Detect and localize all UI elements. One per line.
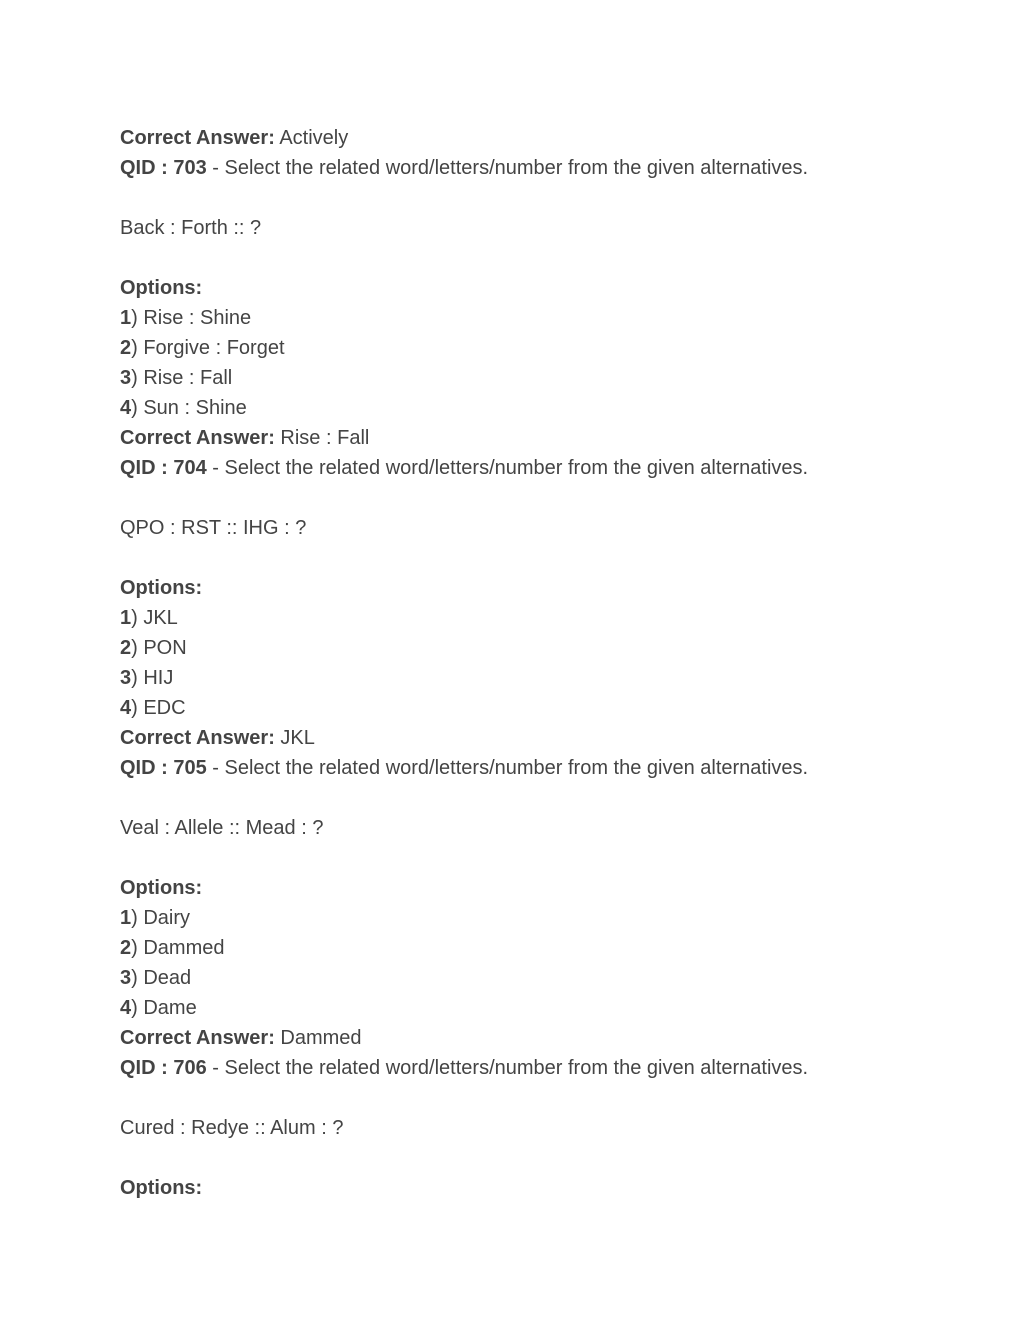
option-text: JKL <box>143 607 178 629</box>
question-header: QID : 706 - Select the related word/letters/number from the given alternatives. <box>120 1057 809 1079</box>
question-prompt: Select the related word/letters/number from the given alternatives. <box>224 1057 809 1079</box>
qid-label: QID : 703 <box>120 157 207 179</box>
analogy-line <box>120 213 808 243</box>
options-heading <box>120 873 808 903</box>
options-label: Options: <box>120 277 203 299</box>
blank-line <box>120 183 808 213</box>
correct-answer-value: Actively <box>279 127 349 149</box>
analogy-text: Veal : Allele :: Mead : ? <box>120 817 324 839</box>
option-text: Dead <box>143 967 192 989</box>
blank-line <box>120 1143 808 1173</box>
blank-line <box>120 483 808 513</box>
option-number: 3 <box>120 667 132 689</box>
options-label: Options: <box>120 877 203 899</box>
qid-label: QID : 706 <box>120 1057 207 1079</box>
question-header: QID : 704 - Select the related word/letters/number from the given alternatives. <box>120 457 809 479</box>
question-prompt: Select the related word/letters/number from the given alternatives. <box>224 457 809 479</box>
analogy-text: Back : Forth :: ? <box>120 217 262 239</box>
option-number: 2 <box>120 937 132 959</box>
option-item: 4) Sun : Shine <box>120 397 247 419</box>
option-text: Dammed <box>143 937 225 959</box>
option-item: 3) Rise : Fall <box>120 367 233 389</box>
options-heading <box>120 573 808 603</box>
correct-answer-label: Correct Answer: <box>120 427 275 449</box>
option-item: 1) Dairy <box>120 907 191 929</box>
analogy-line <box>120 813 808 843</box>
question-prompt: Select the related word/letters/number from the given alternatives. <box>224 757 809 779</box>
option-item: 4) EDC <box>120 697 186 719</box>
correct-answer-line <box>120 1023 808 1053</box>
analogy-line <box>120 513 808 543</box>
blank-line <box>120 243 808 273</box>
option-text: Dairy <box>143 907 191 929</box>
qid-label: QID : 705 <box>120 757 207 779</box>
option-item: 2) Dammed <box>120 937 225 959</box>
correct-answer-line <box>120 123 808 153</box>
qid-label: QID : 704 <box>120 457 207 479</box>
option-number: 4 <box>120 697 132 719</box>
correct-answer-value: Rise : Fall <box>280 427 370 449</box>
blank-line <box>120 543 808 573</box>
option-number: 3 <box>120 967 132 989</box>
option-text: Rise : Fall <box>143 367 233 389</box>
option-text: Dame <box>143 997 197 1019</box>
correct-answer-value: Dammed <box>280 1027 362 1049</box>
options-label: Options: <box>120 1177 203 1199</box>
option-number: 1 <box>120 307 132 329</box>
option-text: PON <box>143 637 187 659</box>
option-number: 4 <box>120 997 132 1019</box>
option-text: EDC <box>143 697 186 719</box>
option-item: 4) Dame <box>120 997 197 1019</box>
correct-answer-label: Correct Answer: <box>120 1027 275 1049</box>
options-heading <box>120 1173 808 1203</box>
analogy-text: QPO : RST :: IHG : ? <box>120 517 307 539</box>
correct-answer-value: JKL <box>280 727 315 749</box>
option-item: 3) Dead <box>120 967 192 989</box>
option-item: 1) Rise : Shine <box>120 307 252 329</box>
analogy-text: Cured : Redye :: Alum : ? <box>120 1117 344 1139</box>
blank-line <box>120 1083 808 1113</box>
option-number: 2 <box>120 337 132 359</box>
option-text: HIJ <box>143 667 174 689</box>
option-item: 2) Forgive : Forget <box>120 337 285 359</box>
correct-answer-line <box>120 423 808 453</box>
analogy-line <box>120 1113 808 1143</box>
option-text: Rise : Shine <box>143 307 252 329</box>
option-number: 1 <box>120 907 132 929</box>
document-content <box>120 123 808 1203</box>
options-heading <box>120 273 808 303</box>
options-label: Options: <box>120 577 203 599</box>
correct-answer-label: Correct Answer: <box>120 127 275 149</box>
correct-answer-label: Correct Answer: <box>120 727 275 749</box>
question-prompt: Select the related word/letters/number from the given alternatives. <box>224 157 809 179</box>
blank-line <box>120 843 808 873</box>
option-number: 2 <box>120 637 132 659</box>
option-text: Sun : Shine <box>143 397 247 419</box>
option-number: 4 <box>120 397 132 419</box>
option-number: 3 <box>120 367 132 389</box>
question-header: QID : 703 - Select the related word/letters/number from the given alternatives. <box>120 157 809 179</box>
option-item: 1) JKL <box>120 607 178 629</box>
question-header: QID : 705 - Select the related word/letters/number from the given alternatives. <box>120 757 809 779</box>
option-item: 2) PON <box>120 637 187 659</box>
option-text: Forgive : Forget <box>143 337 285 359</box>
correct-answer-line <box>120 723 808 753</box>
option-number: 1 <box>120 607 132 629</box>
option-item: 3) HIJ <box>120 667 174 689</box>
blank-line <box>120 783 808 813</box>
